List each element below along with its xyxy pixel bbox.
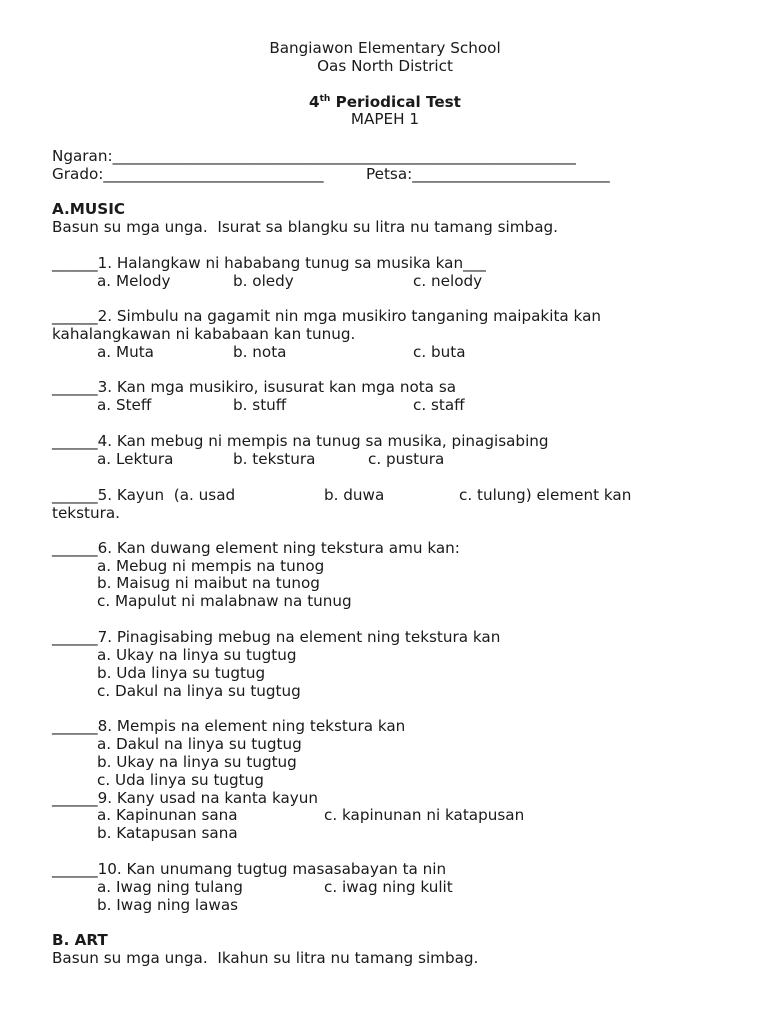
question-5-cont: tekstura.	[52, 504, 120, 522]
q9-option-c: c. kapinunan ni katapusan	[324, 806, 525, 824]
question-1: ______1. Halangkaw ni hababang tunug sa musika kan___	[52, 254, 486, 272]
q6-option-b: b. Maisug ni maibut na tunog	[97, 574, 320, 592]
q3-option-c: c. staff	[413, 396, 465, 414]
art-heading: B. ART	[52, 931, 108, 949]
q8-option-b: b. Ukay na linya su tugtug	[97, 753, 297, 771]
q3-option-a: a. Steff	[97, 396, 152, 414]
q4-option-c: c. pustura	[368, 450, 445, 468]
school-name: Bangiawon Elementary School	[269, 39, 501, 57]
question-6: ______6. Kan duwang element ning tekstura amu kan:	[52, 539, 460, 557]
question-2-cont: kahalangkawan ni kababaan kan tunug.	[52, 325, 356, 343]
q1-option-c: c. nelody	[413, 272, 483, 290]
q9-option-b: b. Katapusan sana	[97, 824, 238, 842]
date-field[interactable]: Petsa:__________________________	[366, 165, 610, 183]
q6-option-c: c. Mapulut ni malabnaw na tunug	[97, 592, 352, 610]
q2-option-a: a. Muta	[97, 343, 154, 361]
q3-option-b: b. stuff	[233, 396, 287, 414]
q7-option-c: c. Dakul na linya su tugtug	[97, 682, 301, 700]
music-heading: A.MUSIC	[52, 200, 125, 218]
q9-option-a: a. Kapinunan sana	[97, 806, 238, 824]
q10-option-b: b. Iwag ning lawas	[97, 896, 239, 914]
q1-option-a: a. Melody	[97, 272, 171, 290]
q10-option-a: a. Iwag ning tulang	[97, 878, 243, 896]
q7-option-a: a. Ukay na linya su tugtug	[97, 646, 297, 664]
question-8: ______8. Mempis na element ning tekstura kan	[52, 717, 406, 735]
test-number: 4	[309, 93, 320, 111]
q10-option-c: c. iwag ning kulit	[324, 878, 453, 896]
question-3: ______3. Kan mga musikiro, isusurat kan mga nota sa	[52, 378, 457, 396]
test-ordinal: th	[319, 94, 331, 104]
music-instruction: Basun su mga unga. Isurat sa blangku su litra nu tamang simbag.	[52, 218, 558, 236]
q7-option-b: b. Uda linya su tugtug	[97, 664, 266, 682]
q8-option-a: a. Dakul na linya su tugtug	[97, 735, 302, 753]
question-10: ______10. Kan unumang tugtug masasabayan ta nin	[52, 860, 447, 878]
q5-option-c: c. tulung) element kan	[459, 486, 632, 504]
q1-option-b: b. oledy	[233, 272, 294, 290]
name-field[interactable]: Ngaran:_____________________________________________________________	[52, 147, 576, 165]
q6-option-a: a. Mebug ni mempis na tunog	[97, 557, 325, 575]
grade-field[interactable]: Grado:_____________________________	[52, 165, 324, 183]
test-title	[0, 93, 770, 111]
q5-option-b: b. duwa	[324, 486, 385, 504]
q2-option-b: b. nota	[233, 343, 287, 361]
q4-option-b: b. tekstura	[233, 450, 316, 468]
art-instruction: Basun su mga unga. Ikahun su litra nu tamang simbag.	[52, 949, 479, 967]
question-7: ______7. Pinagisabing mebug na element ning tekstura kan	[52, 628, 501, 646]
question-5: ______5. Kayun (a. usad	[52, 486, 236, 504]
district-name: Oas North District	[317, 57, 453, 75]
q2-option-c: c. buta	[413, 343, 466, 361]
q8-option-c: c. Uda linya su tugtug	[97, 771, 264, 789]
question-4: ______4. Kan mebug ni mempis na tunug sa musika, pinagisabing	[52, 432, 549, 450]
subject-title: MAPEH 1	[350, 110, 420, 128]
question-2: ______2. Simbulu na gagamit nin mga musikiro tanganing maipakita kan	[52, 307, 601, 325]
question-9: ______9. Kany usad na kanta kayun	[52, 789, 319, 807]
q4-option-a: a. Lektura	[97, 450, 174, 468]
test-title-rest: Periodical Test	[330, 93, 461, 111]
